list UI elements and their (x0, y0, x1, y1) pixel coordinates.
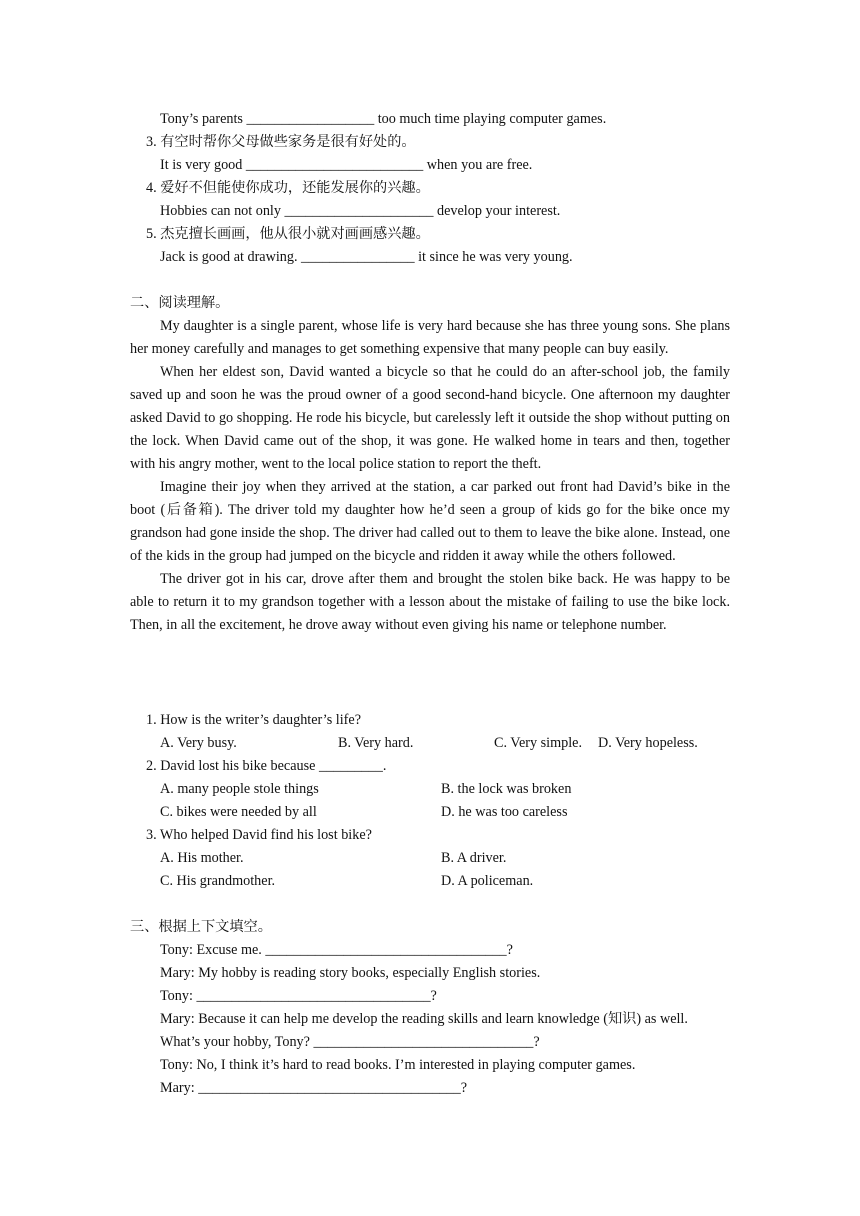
translation-item-5-chinese (146, 225, 430, 243)
question-3-option-b: B. A driver. (441, 850, 507, 866)
translation-item-5-english: Jack is good at drawing. ________________ it since he was very young. (160, 249, 573, 265)
dialogue-line-7: Mary: _____________________________________? (160, 1080, 467, 1096)
question-2-option-d: D. he was too careless (441, 804, 568, 820)
dialogue-line-6: Tony: No, I think it’s hard to read books. I’m interested in playing computer games. (160, 1057, 636, 1073)
dialogue-line-3: Tony: _________________________________? (160, 988, 437, 1004)
question-3-stem: 3. Who helped David find his lost bike? (146, 827, 372, 843)
question-2-option-b: B. the lock was broken (441, 781, 572, 797)
question-3-option-c: C. His grandmother. (160, 873, 276, 889)
translation-item-4-chinese (146, 179, 430, 197)
item-chinese-text: 有空时帮你父母做些家务是很有好处的。 (160, 134, 416, 150)
item-number: 3. (146, 134, 157, 150)
dialogue-line-4: Mary: Because it can help me develop the reading skills and learn knowledge (知识) as well. (160, 1011, 688, 1027)
item-number: 4. (146, 180, 157, 196)
question-2-option-c: C. bikes were needed by all (160, 804, 317, 820)
question-2-option-a: A. many people stole things (160, 781, 319, 797)
dialogue-line-1: Tony: Excuse me. __________________________________? (160, 942, 513, 958)
dialogue-line-2: Mary: My hobby is reading story books, especially English stories. (160, 965, 541, 981)
passage-paragraph-1: My daughter is a single parent, whose life is very hard because she has three young sons. She plans her money carefully and manages to get something expensive that many people can buy easily. (130, 318, 730, 357)
question-3-option-a: A. His mother. (160, 850, 244, 866)
passage-paragraph-2: When her eldest son, David wanted a bicycle so that he could do an after-school job, the family saved up and soon he was the proud owner of a good second-hand bicycle. One afternoon my daughter asked David to go shopping. He rode his bicycle, but carelessly left it outside the shop without putting on the lock. When David came out of the shop, it was gone. He walked home in tears and then, together with his angry mother, went to the local police station to report the theft. (130, 364, 730, 472)
translation-item-2-answer: Tony’s parents __________________ too much time playing computer games. (160, 111, 607, 127)
translation-item-4-english: Hobbies can not only _____________________ develop your interest. (160, 203, 561, 219)
question-1-option-a: A. Very busy. (160, 735, 237, 751)
reading-passage (130, 315, 730, 637)
question-1-option-d: D. Very hopeless. (598, 735, 698, 751)
passage-paragraph-3: Imagine their joy when they arrived at the station, a car parked out front had David’s bike in the boot (后备箱). The driver told my daughter how he’d seen a group of kids go for the bike once my grandson had gone inside the shop. The driver had called out to them to leave the bike alone. Instead, one of the kids in the group had jumped on the bicycle and ridden it away while the others followed. (130, 479, 730, 564)
dialogue-section-heading: 三、根据上下文填空。 (130, 919, 272, 935)
dialogue-line-5: What’s your hobby, Tony? _______________________________? (160, 1034, 540, 1050)
item-chinese-text: 爱好不但能使你成功，还能发展你的兴趣。 (160, 180, 430, 196)
item-number: 5. (146, 226, 157, 242)
translation-item-3-english: It is very good _________________________ when you are free. (160, 157, 533, 173)
question-1-stem: 1. How is the writer’s daughter’s life? (146, 712, 361, 728)
question-1-option-c: C. Very simple. (494, 735, 583, 751)
translation-item-3-chinese (146, 133, 416, 151)
reading-section-heading: 二、阅读理解。 (130, 295, 230, 311)
question-2-stem: 2. David lost his bike because _________. (146, 758, 387, 774)
question-3-option-d: D. A policeman. (441, 873, 534, 889)
item-chinese-text: 杰克擅长画画，他从很小就对画画感兴趣。 (160, 226, 430, 242)
passage-paragraph-4: The driver got in his car, drove after them and brought the stolen bike back. He was happy to be able to return it to my grandson together with a lesson about the mistake of failing to use the bike lock. Then, in all the excitement, he drove away without even giving his name or telephone number. (130, 571, 730, 633)
question-1-option-b: B. Very hard. (338, 735, 414, 751)
